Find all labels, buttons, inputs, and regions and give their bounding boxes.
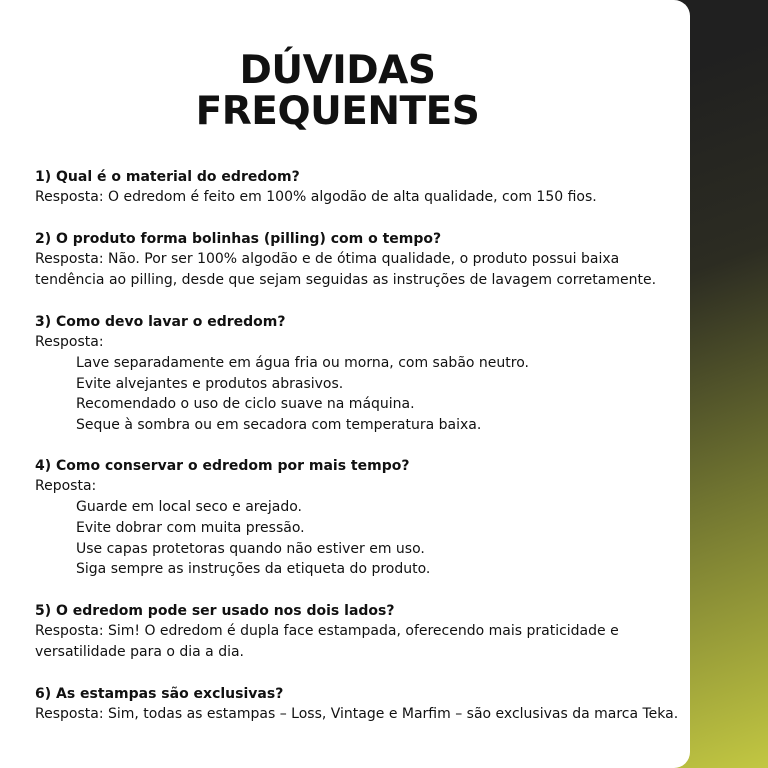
title-line-1: DÚVIDAS — [239, 48, 436, 93]
faq-bullet: Use capas protetoras quando não estiver em uso. — [76, 540, 425, 557]
faq-bullet: Siga sempre as instruções da etiqueta do produto. — [76, 561, 431, 578]
page-title — [0, 50, 675, 132]
faq-question: 1) Qual é o material do edredom? — [35, 169, 300, 185]
faq-answer: Reposta: — [35, 478, 97, 495]
faq-answer: Resposta: Sim, todas as estampas – Loss, Vintage e Marfim – são exclusivas da marca Teka. — [35, 705, 679, 722]
faq-item — [35, 456, 680, 579]
faq-answer: Resposta: O edredom é feito em 100% algodão de alta qualidade, com 150 fios. — [35, 189, 597, 205]
faq-item — [35, 229, 680, 291]
faq-question: 4) Como conservar o edredom por mais tempo? — [35, 458, 410, 475]
faq-bullet: Evite dobrar com muita pressão. — [76, 519, 305, 536]
faq-bullet: Lave separadamente em água fria ou morna, com sabão neutro. — [76, 355, 529, 371]
title-line-2: FREQUENTES — [195, 89, 480, 134]
faq-question: 2) O produto forma bolinhas (pilling) com o tempo? — [35, 231, 442, 247]
faq-bullet: Guarde em local seco e arejado. — [76, 499, 302, 516]
faq-list — [35, 167, 680, 746]
faq-question: 6) As estampas são exclusivas? — [35, 685, 284, 702]
faq-answer: Resposta: Não. Por ser 100% algodão e de ótima qualidade, o produto possui baixa tendência ao pilling, desde que sejam seguidas as instruções de lavagem corretamente. — [35, 251, 657, 288]
faq-item — [35, 312, 680, 435]
faq-question: 3) Como devo lavar o edredom? — [35, 314, 286, 330]
faq-item — [35, 167, 680, 208]
faq-bullet: Seque à sombra ou em secadora com temperatura baixa. — [76, 416, 482, 433]
faq-item — [35, 684, 680, 725]
faq-bullet: Evite alvejantes e produtos abrasivos. — [76, 375, 344, 392]
faq-answer: Resposta: — [35, 334, 104, 350]
faq-question: 5) O edredom pode ser usado nos dois lados? — [35, 602, 395, 619]
faq-item — [35, 601, 680, 663]
faq-answer: Resposta: Sim! O edredom é dupla face estampada, oferecendo mais praticidade e versatilidade para o dia a dia. — [35, 622, 619, 660]
faq-bullet: Recomendado o uso de ciclo suave na máquina. — [76, 396, 415, 413]
